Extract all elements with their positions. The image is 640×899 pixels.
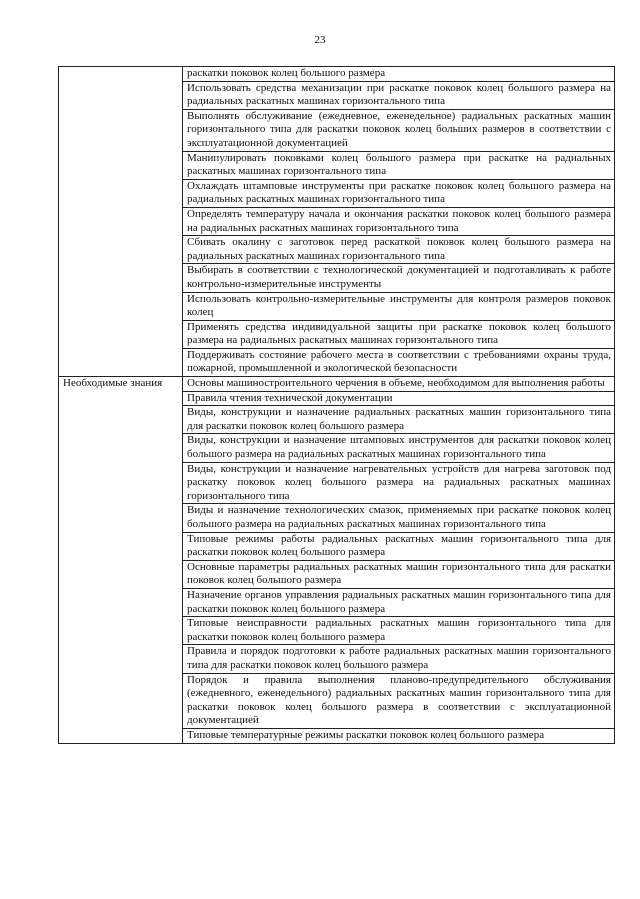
knowledge-item: Виды, конструкции и назначение штамповых инструментов для раскатки поковок колец большого размера на радиальных раскатных машинах горизонтального типа <box>183 434 615 462</box>
knowledge-item: Назначение органов управления радиальных раскатных машин горизонтального типа для раскатки поковок колец большого размера <box>183 588 615 616</box>
knowledge-item: Правила чтения технической документации <box>183 391 615 406</box>
knowledge-item: Правила и порядок подготовки к работе радиальных раскатных машин горизонтального типа для раскатки поковок колец большого размера <box>183 645 615 673</box>
skill-item: Сбивать окалину с заготовок перед раскаткой поковок колец большого размера на радиальных раскатных машинах горизонтального типа <box>183 236 615 264</box>
competency-table <box>58 66 615 744</box>
skill-item: Выбирать в соответствии с технологической документацией и подготавливать к работе контрольно-измерительные инструменты <box>183 264 615 292</box>
knowledge-item: Порядок и правила выполнения планово-предупредительного обслуживания (ежедневного, еженедельного) радиальных раскатных машин горизонтального типа для раскатки поковок колец большого размера в соответствии с эксплуатационной документацией <box>183 673 615 728</box>
knowledge-item: Типовые неисправности радиальных раскатных машин горизонтального типа для раскатки поковок колец большого размера <box>183 617 615 645</box>
knowledge-item: Типовые температурные режимы раскатки поковок колец большого размера <box>183 728 615 743</box>
knowledge-item: Виды, конструкции и назначение радиальных раскатных машин горизонтального типа для раскатки поковок колец большого размера <box>183 406 615 434</box>
knowledge-item: Основы машиностроительного черчения в объеме, необходимом для выполнения работы <box>183 377 615 392</box>
knowledge-item: Типовые режимы работы радиальных раскатных машин горизонтального типа для раскатки поковок колец большого размера <box>183 532 615 560</box>
knowledge-item: Основные параметры радиальных раскатных машин горизонтального типа для раскатки поковок колец большого размера <box>183 560 615 588</box>
table-body <box>59 67 615 744</box>
skill-item: Поддерживать состояние рабочего места в соответствии с требованиями охраны труда, пожарной, промышленной и экологической безопасности <box>183 348 615 376</box>
skill-item: Использовать контрольно-измерительные инструменты для контроля размеров поковок колец <box>183 292 615 320</box>
table-row <box>59 377 615 392</box>
skill-item: Определять температуру начала и окончания раскатки поковок колец большого размера на радиальных раскатных машинах горизонтального типа <box>183 207 615 235</box>
skill-item: Использовать средства механизации при раскатке поковок колец большого размера на радиальных раскатных машинах горизонтального типа <box>183 81 615 109</box>
section-label-empty <box>59 67 183 377</box>
knowledge-item: Виды и назначение технологических смазок, применяемых при раскатке поковок колец большого размера на радиальных раскатных машинах горизонтального типа <box>183 504 615 532</box>
skill-item: Выполнять обслуживание (ежедневное, еженедельное) радиальных раскатных машин горизонтального типа для раскатки поковок колец больших размеров в соответствии с эксплуатационной документацией <box>183 109 615 151</box>
table-row <box>59 67 615 82</box>
knowledge-item: Виды, конструкции и назначение нагревательных устройств для нагрева заготовок под раскатку поковок колец большого размера на радиальных раскатных машинах горизонтального типа <box>183 462 615 504</box>
skill-item: раскатки поковок колец большого размера <box>183 67 615 82</box>
section-label-knowledge: Необходимые знания <box>59 377 183 743</box>
skill-item: Охлаждать штамповые инструменты при раскатке поковок колец большого размера на радиальных раскатных машинах горизонтального типа <box>183 179 615 207</box>
page-number: 23 <box>314 34 326 46</box>
skill-item: Манипулировать поковками колец большого размера при раскатке на радиальных раскатных машинах горизонтального типа <box>183 151 615 179</box>
skill-item: Применять средства индивидуальной защиты при раскатке поковок колец большого размера на радиальных раскатных машинах горизонтального типа <box>183 320 615 348</box>
